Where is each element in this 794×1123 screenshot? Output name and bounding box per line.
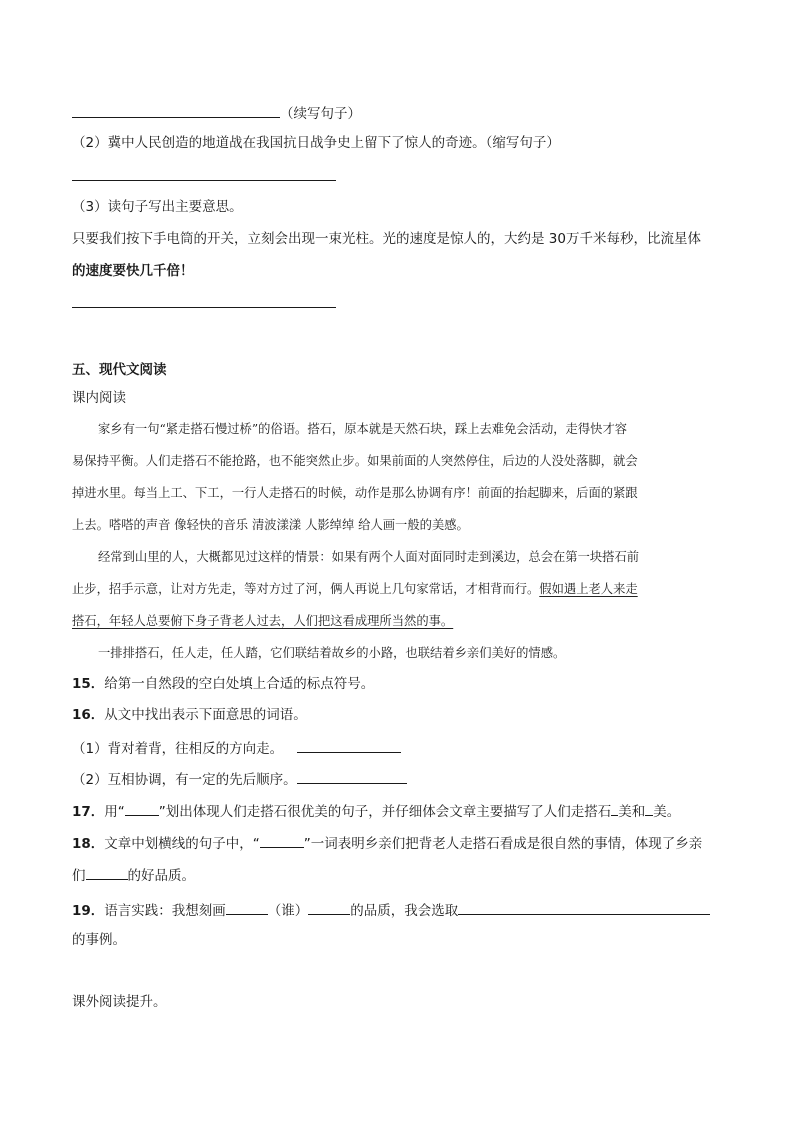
question-16-text: 从文中找出表示下面意思的词语。 xyxy=(104,707,307,723)
passage-p1-line1: 家乡有一句“紧走搭石慢过桥”的俗语。搭石，原本就是天然石块，踩上去难免会活动，走得快才容 xyxy=(98,422,628,436)
rewrite-item-3-text-2: 的速度要快几千倍！ xyxy=(72,263,194,279)
question-17-number: 17． xyxy=(72,804,105,820)
question-19 xyxy=(72,899,710,921)
continue-hint: （续写句子） xyxy=(280,106,361,122)
section-subheading: 课内阅读 xyxy=(72,390,126,406)
underlined-sentence-start: 假如遇上老人来走 xyxy=(539,582,638,596)
question-17 xyxy=(72,800,680,822)
answer-line-2[interactable] xyxy=(72,180,336,181)
passage-p2-line2-text: 止步，招手示意，让对方先走，等对方过了河，俩人再说上几句家常话，才相背而行。 xyxy=(72,582,540,596)
question-16-sub1-text: （1）背对着背，往相反的方向走。 xyxy=(72,741,284,757)
passage-p2-line1: 经常到山里的人，大概都见过这样的情景：如果有两个人面对面同时走到溪边，总会在第一块搭石前 xyxy=(98,550,640,564)
question-16-sub2 xyxy=(72,768,407,790)
rewrite-item-3-title: （3）读句子写出主要意思。 xyxy=(72,199,243,215)
answer-blank[interactable] xyxy=(72,102,280,118)
question-16 xyxy=(72,705,307,725)
question-17-pre: 用“ xyxy=(104,804,125,820)
passage-p1-line2: 易保持平衡。人们走搭石不能抢路，也不能突然止步。如果前面的人突然停住，后边的人没处落脚，就会 xyxy=(72,454,638,468)
question-19-mid2: 的品质，我会选取 xyxy=(350,903,459,919)
rewrite-item-3-text-1: 只要我们按下手电筒的开关，立刻会出现一束光柱。光的速度是惊人的，大约是 30万千米每秒，比流星体 xyxy=(72,231,701,247)
passage-p1-line4: 上去。嗒嗒的声音 像轻快的音乐 清波漾漾 人影绰绰 给人画一般的美感。 xyxy=(72,518,469,532)
section-heading: 五、现代文阅读 xyxy=(72,362,167,378)
answer-blank[interactable] xyxy=(297,737,401,753)
passage-p2-line3 xyxy=(72,611,722,631)
question-19-mid1: （谁） xyxy=(267,903,309,919)
question-17-post: 美。 xyxy=(653,804,681,820)
question-18-line2-post: 的好品质。 xyxy=(127,868,195,884)
answer-blank[interactable] xyxy=(86,864,128,880)
answer-blank[interactable] xyxy=(125,800,159,816)
question-15 xyxy=(72,674,374,694)
answer-line-3[interactable] xyxy=(72,307,336,308)
rewrite-item-2: （2）冀中人民创造的地道战在我国抗日战争史上留下了惊人的奇迹。（缩写句子） xyxy=(72,135,560,151)
question-18-line2 xyxy=(72,864,195,886)
question-19-number: 19． xyxy=(72,903,105,919)
question-17-mid: ”划出体现人们走搭石很优美的句子，并仔细体会文章主要描写了人们走搭石 xyxy=(158,804,612,820)
question-19-line2: 的事例。 xyxy=(72,932,126,948)
question-16-number: 16． xyxy=(72,707,105,723)
question-18-number: 18． xyxy=(72,836,105,852)
question-15-number: 15． xyxy=(72,676,105,692)
answer-blank[interactable] xyxy=(260,832,304,848)
question-18-line2-pre: 们 xyxy=(72,868,86,884)
question-17-mid2: 美和 xyxy=(618,804,646,820)
passage-p1-line3: 掉进水里。每当上工、下工，一行人走搭石的时候，动作是那么协调有序！前面的抬起脚来，后面的紧跟 xyxy=(72,486,638,500)
answer-blank[interactable] xyxy=(226,899,268,915)
question-18 xyxy=(72,832,702,854)
question-18-mid: ”一词表明乡亲们把背老人走搭石看成是很自然的事情，体现了乡亲 xyxy=(303,836,703,852)
question-18-pre: 文章中划横线的句子中，“ xyxy=(104,836,260,852)
question-16-sub2-text: （2）互相协调，有一定的先后顺序。 xyxy=(72,772,297,788)
underlined-sentence-end: 搭石，年轻人总要俯下身子背老人过去，人们把这看成理所当然的事。 xyxy=(72,614,454,628)
answer-blank[interactable] xyxy=(308,899,350,915)
answer-blank[interactable] xyxy=(297,768,407,784)
question-16-sub1 xyxy=(72,737,401,759)
passage-p3: 一排排搭石，任人走，任人踏，它们联结着故乡的小路，也联结着乡亲们美好的情感。 xyxy=(98,646,566,660)
extra-reading-heading: 课外阅读提升。 xyxy=(72,994,167,1010)
question-19-pre: 语言实践：我想刻画 xyxy=(104,903,226,919)
passage-p2-line2 xyxy=(72,579,722,599)
answer-blank[interactable] xyxy=(458,899,710,915)
continue-line xyxy=(72,102,361,124)
question-15-text: 给第一自然段的空白处填上合适的标点符号。 xyxy=(104,676,375,692)
